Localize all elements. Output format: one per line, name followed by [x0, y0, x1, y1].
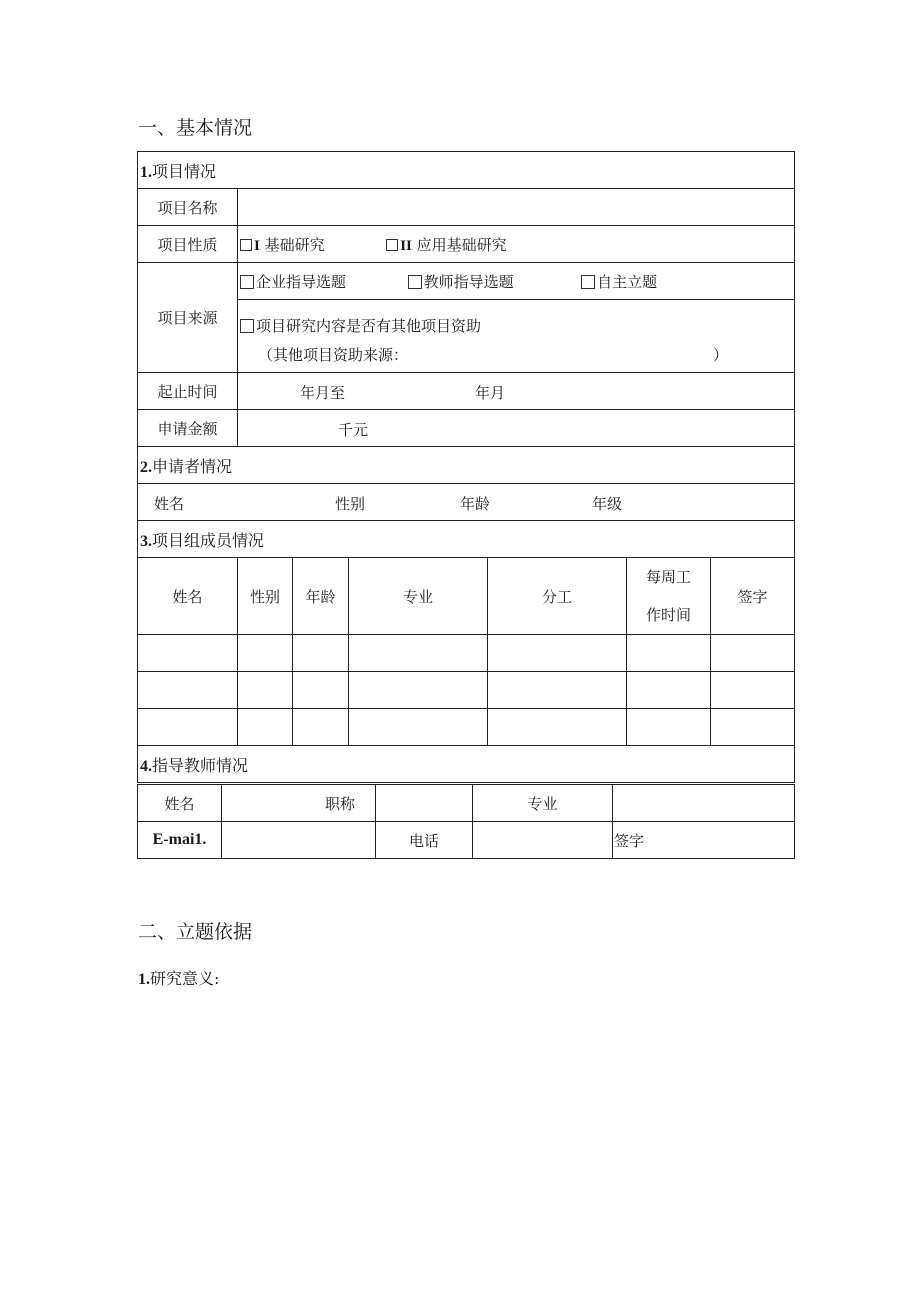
advisor-phone-label: 电话 [376, 822, 473, 859]
member-cell[interactable] [238, 672, 293, 709]
applicant-header: 2.申请者情况 [138, 447, 795, 484]
member-cell[interactable] [238, 635, 293, 672]
members-col-weekly-hours: 每周工 作时间 [627, 558, 711, 635]
project-source-label: 项目来源 [138, 263, 238, 373]
period-label: 起止时间 [138, 373, 238, 410]
research-significance-heading: 1.研究意义: [138, 969, 220, 988]
advisor-email-label: E-mai1. [138, 822, 222, 859]
source-other-funding[interactable]: 项目研究内容是否有其他项目资助 [238, 300, 795, 337]
member-cell[interactable] [711, 672, 795, 709]
project-header: 1.项目情况 [138, 152, 795, 189]
project-name-field[interactable] [238, 189, 795, 226]
source-enterprise-checkbox[interactable]: 企业指导选题 [240, 273, 346, 291]
members-col-age: 年龄 [293, 558, 349, 635]
amount-field[interactable]: 千元 [238, 410, 795, 447]
member-cell[interactable] [293, 672, 349, 709]
member-cell[interactable] [349, 709, 488, 746]
members-col-name: 姓名 [138, 558, 238, 635]
members-col-signature: 签字 [711, 558, 795, 635]
checkbox-icon [408, 275, 422, 289]
member-cell[interactable] [488, 672, 627, 709]
members-header: 3.项目组成员情况 [138, 521, 795, 558]
section-heading-basic-info: 一、基本情况 [138, 117, 253, 139]
member-cell[interactable] [488, 635, 627, 672]
nature-basic-checkbox[interactable]: I 基础研究 [240, 236, 325, 254]
amount-label: 申请金额 [138, 410, 238, 447]
source-other-note: （其他项目资助来源： ） [238, 336, 795, 373]
applicant-info-row[interactable]: 姓名 性别 年龄 年级 [138, 484, 795, 521]
members-col-major: 专业 [349, 558, 488, 635]
advisor-major-field[interactable] [613, 785, 795, 822]
source-self-checkbox[interactable]: 自主立题 [581, 273, 657, 291]
member-cell[interactable] [627, 635, 711, 672]
project-source-options [238, 263, 795, 300]
members-col-duty: 分工 [488, 558, 627, 635]
table-row [138, 672, 795, 709]
member-cell[interactable] [138, 709, 238, 746]
advisor-header: 4.指导教师情况 [138, 746, 795, 783]
member-cell[interactable] [711, 635, 795, 672]
member-cell[interactable] [627, 709, 711, 746]
project-name-label: 项目名称 [138, 189, 238, 226]
checkbox-icon [240, 275, 254, 289]
checkbox-icon [240, 319, 254, 333]
advisor-rank-field[interactable] [376, 785, 473, 822]
project-nature-options [238, 226, 795, 263]
checkbox-icon [240, 239, 252, 251]
source-teacher-checkbox[interactable]: 教师指导选题 [408, 273, 514, 291]
advisor-phone-field[interactable] [473, 822, 613, 859]
member-cell[interactable] [627, 672, 711, 709]
member-cell[interactable] [711, 709, 795, 746]
member-cell[interactable] [293, 635, 349, 672]
member-cell[interactable] [238, 709, 293, 746]
section-heading-basis: 二、立题依据 [138, 921, 253, 943]
advisor-rank-label: 职称 [222, 785, 376, 822]
advisor-major-label: 专业 [473, 785, 613, 822]
member-cell[interactable] [138, 635, 238, 672]
project-nature-label: 项目性质 [138, 226, 238, 263]
member-cell[interactable] [488, 709, 627, 746]
checkbox-icon [581, 275, 595, 289]
member-cell[interactable] [293, 709, 349, 746]
member-cell[interactable] [349, 635, 488, 672]
basic-info-table [137, 151, 795, 783]
nature-applied-checkbox[interactable]: II 应用基础研究 [386, 236, 506, 254]
member-cell[interactable] [349, 672, 488, 709]
advisor-email-field[interactable] [222, 822, 376, 859]
advisor-name-label: 姓名 [138, 785, 222, 822]
checkbox-icon [386, 239, 398, 251]
period-field[interactable]: 年月至 年月 [238, 373, 795, 410]
advisor-signature-label: 签字 [613, 822, 795, 859]
table-row [138, 635, 795, 672]
table-row [138, 709, 795, 746]
member-cell[interactable] [138, 672, 238, 709]
members-col-gender: 性别 [238, 558, 293, 635]
advisor-table [137, 784, 795, 859]
